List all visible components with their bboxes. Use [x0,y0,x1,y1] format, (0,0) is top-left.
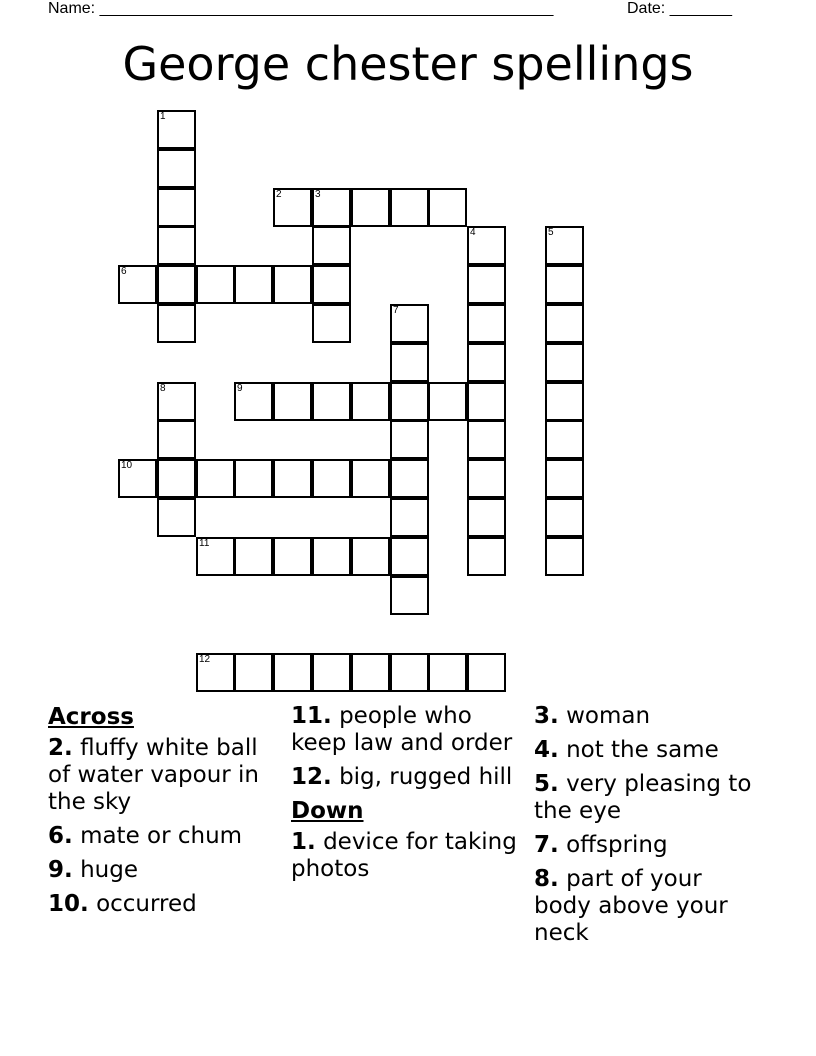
grid-cell[interactable] [467,420,506,459]
grid-cell[interactable] [273,653,312,692]
grid-cell[interactable] [312,459,351,498]
grid-cell[interactable] [273,459,312,498]
grid-cell[interactable] [390,498,429,537]
grid-cell[interactable] [390,537,429,576]
clue-number-label: 10 [121,460,133,471]
clues-column-3 [534,703,764,954]
clue-number-label: 4 [470,227,476,238]
clue-number-label: 3 [315,189,321,200]
grid-cell[interactable] [390,653,429,692]
grid-cell[interactable] [118,265,157,304]
grid-cell[interactable] [545,459,584,498]
grid-cell[interactable] [312,265,351,304]
grid-cell[interactable] [196,265,235,304]
clue-across-12: 12. big, rugged hill [291,764,513,790]
grid-cell[interactable] [196,537,235,576]
grid-cell[interactable] [467,382,506,421]
grid-cell[interactable] [390,420,429,459]
grid-cell[interactable] [273,188,312,227]
grid-cell[interactable] [196,459,235,498]
grid-cell[interactable] [390,304,429,343]
grid-cell[interactable] [157,459,196,498]
grid-cell[interactable] [312,537,351,576]
page-title: George chester spellings [122,37,694,91]
clue-number-label: 9 [237,383,243,394]
clue-number-label: 12 [199,654,211,665]
clue-across-11: 11. people who keep law and order [291,703,513,756]
grid-cell[interactable] [545,226,584,265]
grid-cell[interactable] [312,653,351,692]
grid-cell[interactable] [545,265,584,304]
grid-cell[interactable] [157,226,196,265]
grid-cell[interactable] [467,537,506,576]
grid-cell[interactable] [157,110,196,149]
grid-cell[interactable] [273,265,312,304]
grid-cell[interactable] [467,498,506,537]
grid-cell[interactable] [467,343,506,382]
grid-cell[interactable] [467,459,506,498]
grid-cell[interactable] [157,498,196,537]
grid-cell[interactable] [273,382,312,421]
grid-cell[interactable] [545,382,584,421]
grid-cell[interactable] [351,382,390,421]
grid-cell[interactable] [312,382,351,421]
grid-cell[interactable] [157,188,196,227]
clue-number-label: 6 [121,266,127,277]
clue-number-label: 7 [393,305,399,316]
grid-cell[interactable] [273,537,312,576]
clue-number-label: 5 [548,227,554,238]
clue-number-label: 11 [199,538,210,549]
grid-cell[interactable] [390,382,429,421]
grid-cell[interactable] [234,265,273,304]
grid-cell[interactable] [467,304,506,343]
grid-cell[interactable] [312,304,351,343]
grid-cell[interactable] [234,537,273,576]
grid-cell[interactable] [467,226,506,265]
grid-cell[interactable] [428,382,467,421]
clue-down-5: 5. very pleasing to the eye [534,771,752,824]
clue-down-4: 4. not the same [534,737,719,763]
grid-cell[interactable] [428,653,467,692]
grid-cell[interactable] [467,653,506,692]
clue-across-2: 2. fluffy white ball of water vapour in the sky [48,735,260,815]
clues-column-2 [291,703,521,890]
grid-cell[interactable] [390,343,429,382]
grid-cell[interactable] [545,343,584,382]
grid-cell[interactable] [157,304,196,343]
clue-down-7: 7. offspring [534,832,668,858]
down-heading: Down [291,798,364,824]
grid-cell[interactable] [312,226,351,265]
grid-cell[interactable] [545,304,584,343]
grid-cell[interactable] [157,382,196,421]
clue-across-9: 9. huge [48,857,138,883]
clue-number-label: 1 [160,111,166,122]
grid-cell[interactable] [157,149,196,188]
grid-cell[interactable] [545,498,584,537]
grid-cell[interactable] [118,459,157,498]
name-field-line: Name: ___________________________________________________ [48,0,554,17]
clue-across-10: 10. occurred [48,891,197,917]
grid-cell[interactable] [157,420,196,459]
clue-down-3: 3. woman [534,703,651,729]
date-field-line: Date: _______ [627,0,732,17]
clue-across-6: 6. mate or chum [48,823,243,849]
grid-cell[interactable] [351,459,390,498]
grid-cell[interactable] [234,653,273,692]
grid-cell[interactable] [390,459,429,498]
clues-column-1 [48,703,278,925]
across-heading: Across [48,704,134,730]
clue-number-label: 2 [276,189,282,200]
grid-cell[interactable] [545,537,584,576]
grid-cell[interactable] [545,420,584,459]
grid-cell[interactable] [196,653,235,692]
clue-down-8: 8. part of your body above your neck [534,866,728,946]
grid-cell[interactable] [351,188,390,227]
grid-cell[interactable] [390,188,429,227]
grid-cell[interactable] [428,188,467,227]
grid-cell[interactable] [351,653,390,692]
clue-number-label: 8 [160,383,166,394]
grid-cell[interactable] [467,265,506,304]
grid-cell[interactable] [351,537,390,576]
grid-cell[interactable] [312,188,351,227]
grid-cell[interactable] [157,265,196,304]
grid-cell[interactable] [234,382,273,421]
grid-cell[interactable] [390,576,429,615]
grid-cell[interactable] [234,459,273,498]
clue-down-1: 1. device for taking photos [291,829,517,882]
